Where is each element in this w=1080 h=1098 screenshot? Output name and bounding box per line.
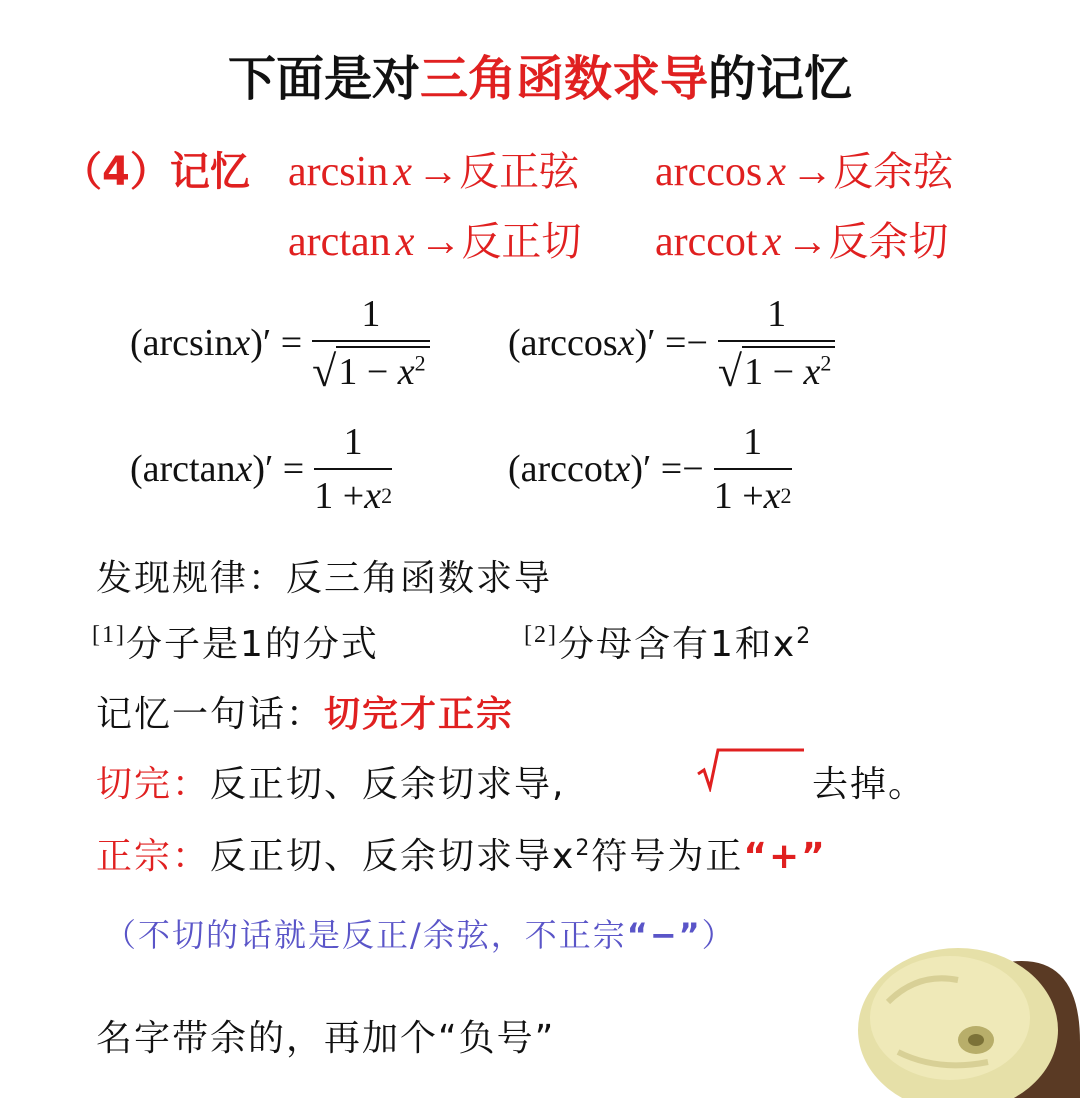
fraction: 1 √ $1 - x^2$ bbox=[718, 292, 835, 394]
fraction: 1 √ $1 - x^2$ bbox=[312, 292, 429, 394]
zhengzong-line: 正宗：反正切、反余切求导$x^2$符号为正“+” bbox=[96, 836, 827, 877]
title-highlight: 三角函数求导 bbox=[419, 51, 708, 107]
sqrt-symbol: √ $1 - x^2$ bbox=[718, 346, 835, 394]
formula-arccot: (arccot x )′ = − 1 1 + x 2 bbox=[508, 421, 792, 517]
sqrt-symbol: √ $1 - x^2$ bbox=[312, 346, 429, 394]
mapping-arccot: arccot x →反余切 bbox=[655, 219, 949, 265]
qiewan-line: 切完：反正切、反余切求导, bbox=[96, 764, 566, 805]
mnemonic-phrase: 切完才正宗 bbox=[324, 694, 515, 735]
mapping-arcsin: arcsin x →反正弦 bbox=[288, 149, 580, 195]
rules-heading: 发现规律：反三角函数求导 bbox=[96, 558, 553, 599]
mapping-arctan: arctan x →反正切 bbox=[288, 219, 582, 265]
formula-arcsin: (arcsin x )′ = 1 √ $1 - x^2$ bbox=[130, 292, 430, 394]
memory-label: （4）记忆 bbox=[62, 149, 250, 195]
formula-arccos: (arccos x )′ = − 1 √ $1 - x^2$ bbox=[508, 292, 835, 394]
fraction: 1 1 + x 2 bbox=[314, 421, 393, 517]
note-line: （不切的话就是反正/余弦，不正宗“−”） bbox=[104, 916, 736, 954]
last-line: 名字带余的，再加个“负号” bbox=[96, 1018, 556, 1059]
rule-2: [2]分母含有1和$x^2$ bbox=[524, 622, 813, 665]
qiewan-tail: 去掉。 bbox=[812, 764, 927, 805]
page-title: 下面是对三角函数求导的记忆 bbox=[227, 51, 853, 107]
red-sqrt-icon bbox=[696, 748, 806, 792]
mnemonic: 记忆一句话：切完才正宗 bbox=[96, 694, 515, 735]
rule-1: [1]分子是1的分式 bbox=[92, 622, 379, 665]
fraction: 1 1 + x 2 bbox=[713, 421, 792, 517]
peeled-apple-image bbox=[858, 922, 1080, 1098]
formula-arctan: (arctan x )′ = 1 1 + x 2 bbox=[130, 421, 393, 517]
mapping-arccos: arccos x →反余弦 bbox=[655, 149, 954, 195]
